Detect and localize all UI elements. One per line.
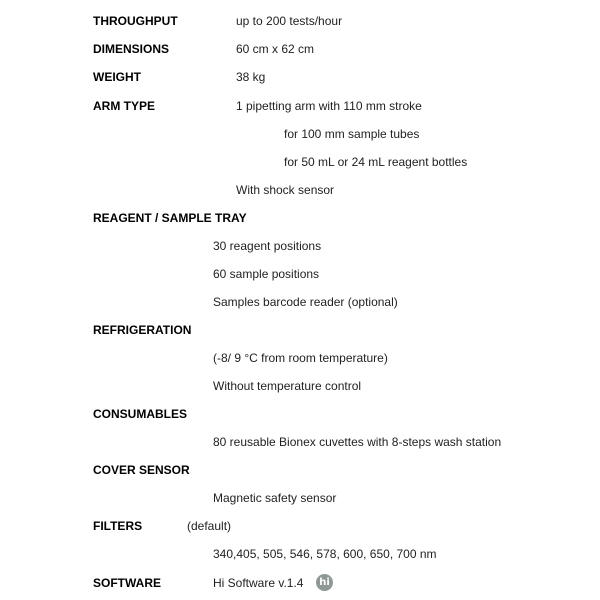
hi-logo-icon xyxy=(316,574,333,591)
tray-value-2: 60 sample positions xyxy=(213,267,320,281)
refrigeration-value-1: (-8/ 9 °C from room temperature) xyxy=(213,351,388,365)
tray-value-3: Samples barcode reader (optional) xyxy=(213,295,398,309)
throughput-value: up to 200 tests/hour xyxy=(236,14,343,28)
arm-type-value: 1 pipetting arm with 110 mm stroke xyxy=(236,99,422,113)
arm-type-sub-1: for 100 mm sample tubes xyxy=(284,127,420,141)
dimensions-value: 60 cm x 62 cm xyxy=(236,42,315,56)
tray-label: REAGENT / SAMPLE TRAY xyxy=(93,211,247,225)
filters-label: FILTERS xyxy=(93,519,143,533)
filters-value-1: 340,405, 505, 546, 578, 600, 650, 700 nm xyxy=(213,547,437,561)
cover-sensor-value-1: Magnetic safety sensor xyxy=(213,491,337,505)
filters-note: (default) xyxy=(187,519,232,533)
weight-value: 38 kg xyxy=(236,70,266,84)
consumables-label: CONSUMABLES xyxy=(93,407,188,421)
refrigeration-value-2: Without temperature control xyxy=(213,379,362,393)
hi-logo-text: hi xyxy=(319,577,330,588)
dimensions-label: DIMENSIONS xyxy=(93,42,170,56)
cover-sensor-label: COVER SENSOR xyxy=(93,463,190,477)
throughput-label: THROUGHPUT xyxy=(93,14,178,28)
refrigeration-label: REFRIGERATION xyxy=(93,323,192,337)
arm-type-sub-3: With shock sensor xyxy=(236,183,335,197)
software-label: SOFTWARE xyxy=(93,576,161,590)
consumables-value-1: 80 reusable Bionex cuvettes with 8-steps wash station xyxy=(213,435,502,449)
arm-type-sub-2: for 50 mL or 24 mL reagent bottles xyxy=(284,155,468,169)
weight-label: WEIGHT xyxy=(93,70,141,84)
tray-value-1: 30 reagent positions xyxy=(213,239,322,253)
arm-type-label: ARM TYPE xyxy=(93,99,156,113)
software-value: Hi Software v.1.4 xyxy=(213,576,304,590)
